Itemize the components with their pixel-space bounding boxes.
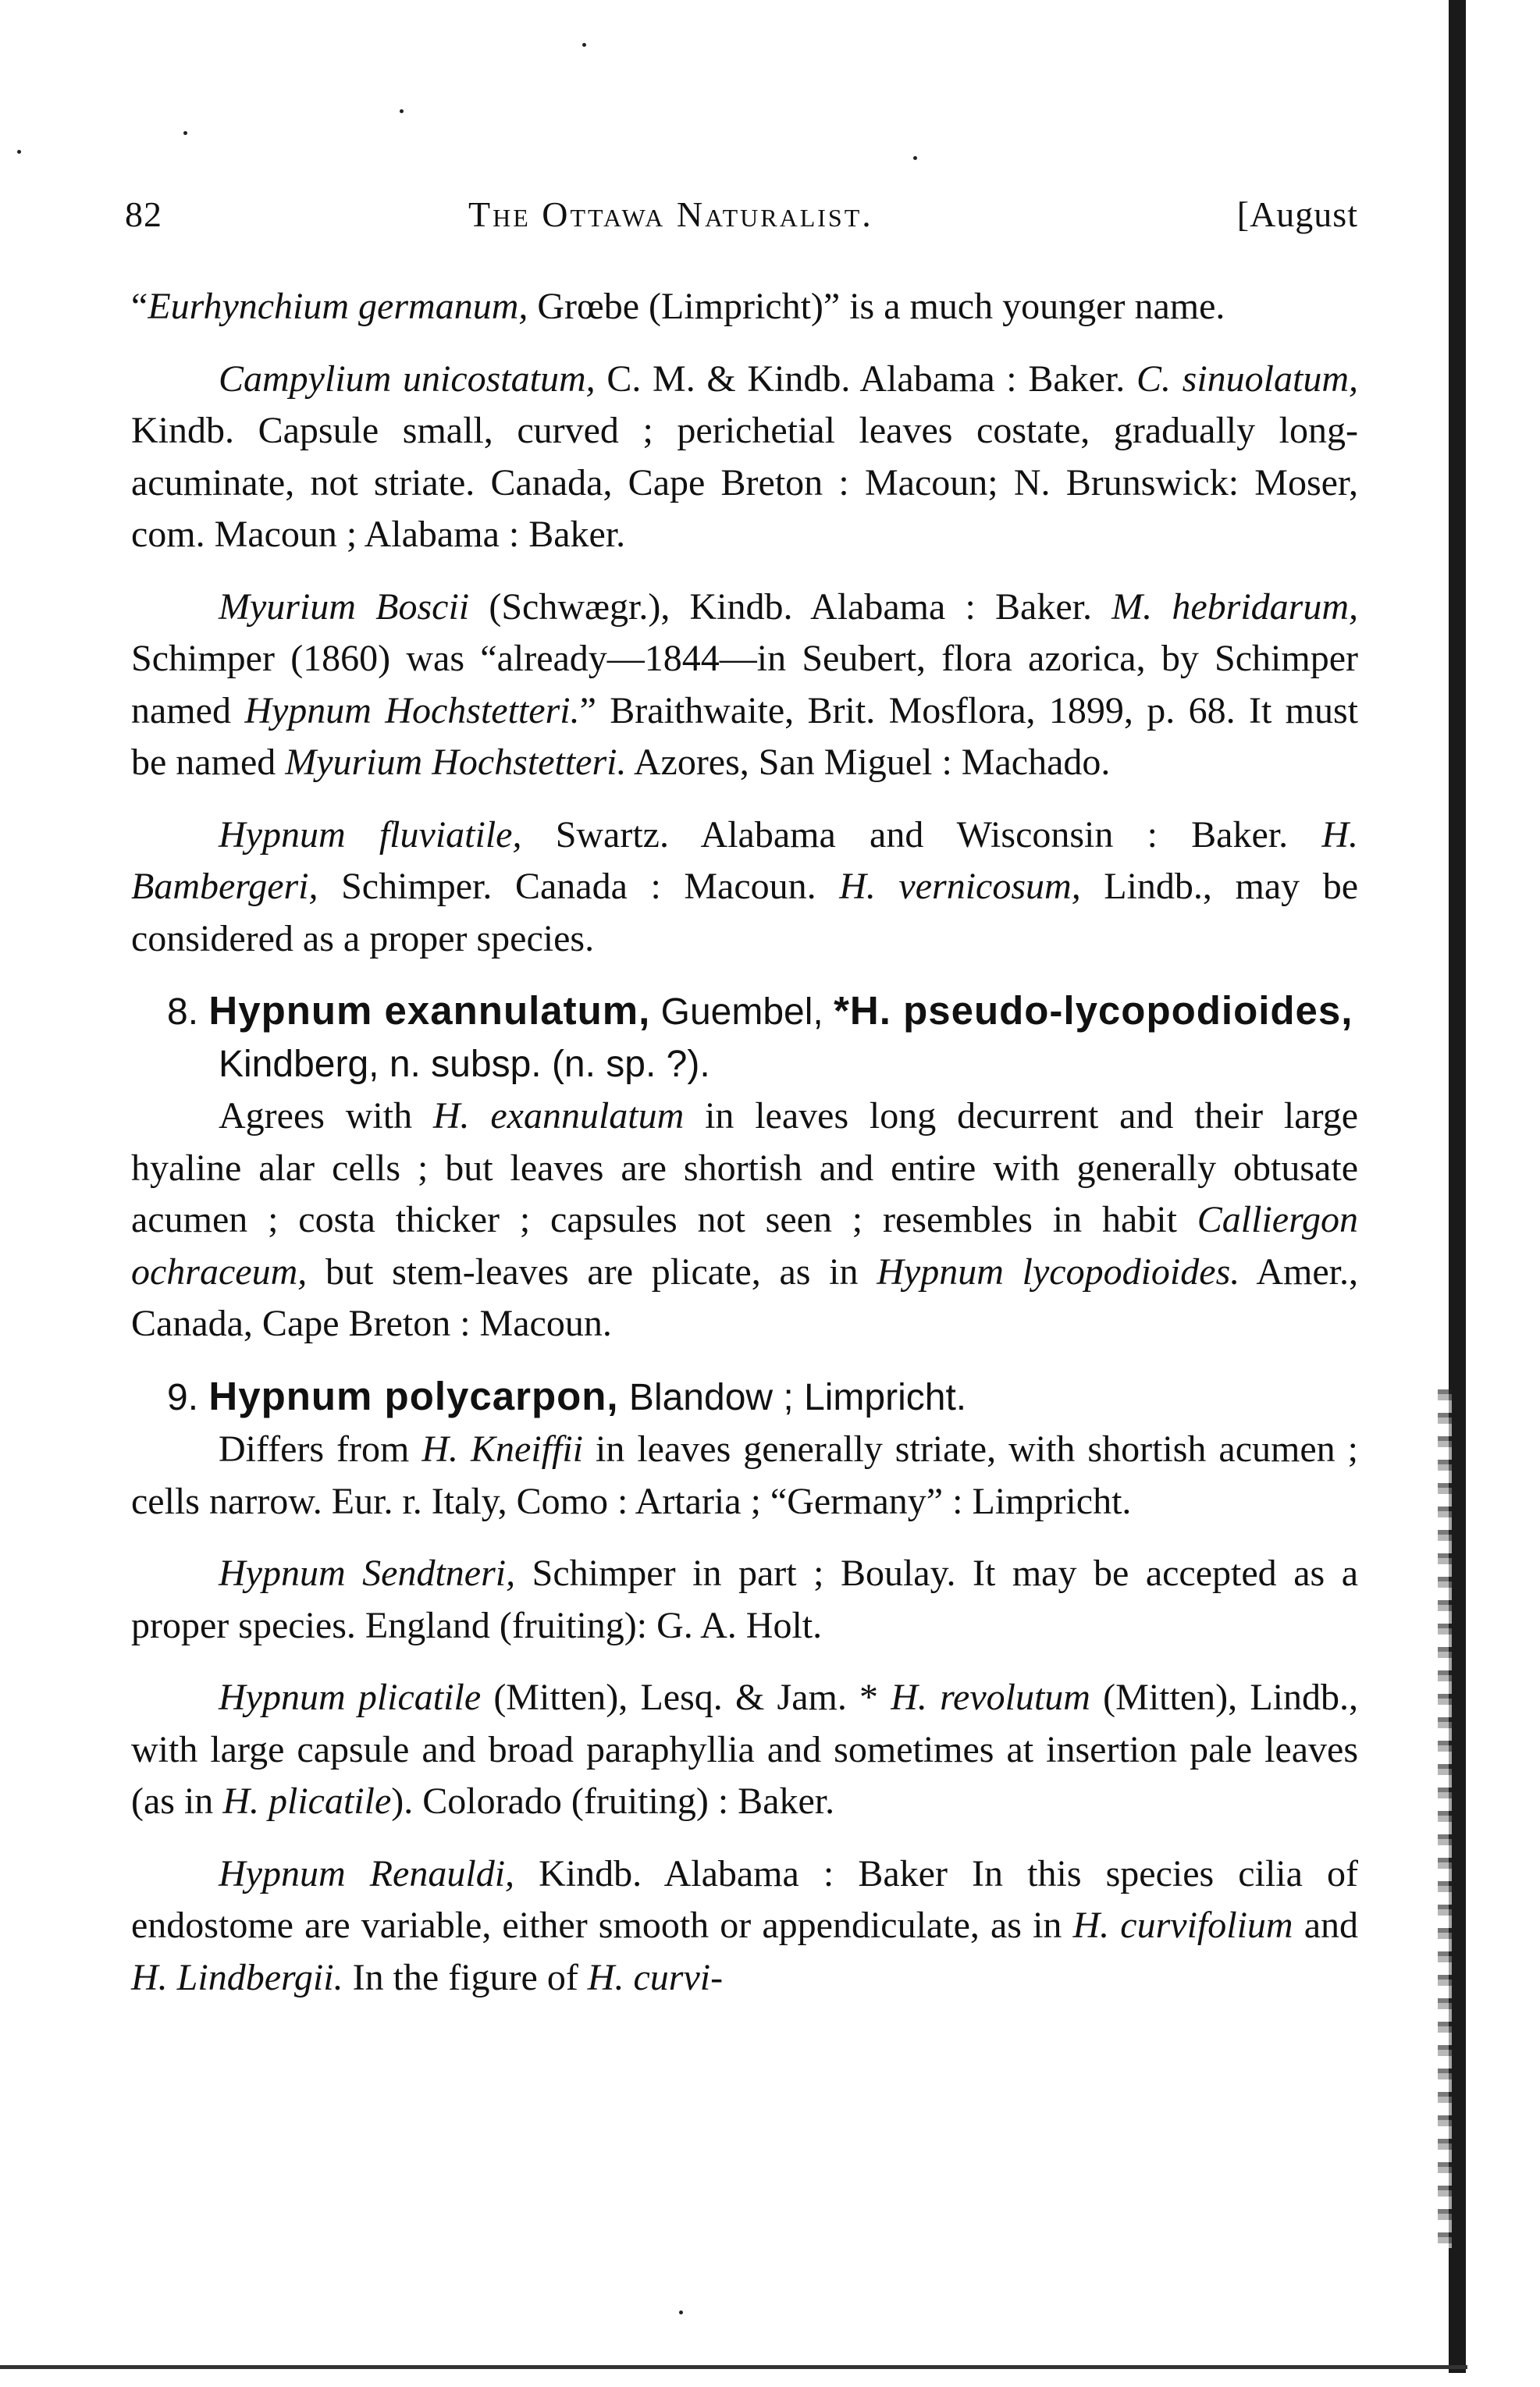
taxon-italic: H. plicatile bbox=[222, 1780, 392, 1822]
bottom-edge-rule bbox=[0, 2365, 1467, 2369]
text-run: Schimper (1860) was “already—1844—in Seubert, flora azorica, by Schimper named bbox=[131, 638, 1358, 731]
species-name-bold: *H. pseudo-lycopodioides, bbox=[834, 988, 1353, 1033]
text-run: Swartz. Alabama and Wisconsin : Baker. bbox=[521, 813, 1322, 856]
text-run: but stem-leaves are plicate, as in bbox=[307, 1250, 877, 1293]
scan-speck bbox=[17, 150, 21, 154]
taxon-italic: Calliergon ochraceum, bbox=[131, 1199, 1358, 1293]
text-run: In the figure of bbox=[343, 1956, 588, 1998]
species-name-bold: Hypnum exannulatum, bbox=[208, 988, 651, 1033]
scan-speck bbox=[679, 2311, 683, 2314]
taxon-italic: Campylium unicostatum, bbox=[219, 358, 596, 400]
body-paragraph bbox=[131, 809, 1358, 966]
text-run: Azores, San Miguel : Machado. bbox=[626, 742, 1111, 783]
taxon-italic: Hypnum plicatile bbox=[219, 1677, 482, 1718]
scan-speck bbox=[913, 156, 917, 160]
body-paragraph bbox=[131, 1672, 1358, 1828]
text-run: Kindberg, n. subsp. (n. sp. ?). bbox=[219, 1043, 710, 1085]
continued-paragraph bbox=[131, 281, 1358, 333]
taxon-italic: Myurium Hochstetteri. bbox=[285, 742, 627, 783]
taxon-italic: H. exannulatum bbox=[432, 1095, 685, 1137]
text-run: Guembel, bbox=[650, 991, 834, 1033]
text-run: Schimper in part ; Boulay. It may be accepted as a proper species. England (fruiting): G. A. Holt. bbox=[131, 1553, 1358, 1646]
taxon-italic: Hypnum fluviatile, bbox=[219, 813, 522, 856]
scan-speck bbox=[400, 109, 404, 113]
scan-speck bbox=[582, 43, 586, 47]
taxon-italic: H. Kneiffii bbox=[421, 1428, 584, 1470]
taxon-italic: Hypnum lycopodioides. bbox=[877, 1250, 1240, 1293]
text-run: Schimper. Canada : Macoun. bbox=[318, 866, 840, 907]
text-run: ). Colorado (fruiting) : Baker. bbox=[391, 1780, 835, 1822]
body-paragraph bbox=[131, 582, 1358, 789]
text-run: “ bbox=[131, 286, 148, 327]
body-paragraph bbox=[131, 354, 1358, 561]
text-run: 8. bbox=[167, 991, 209, 1033]
text-run: Differs from bbox=[219, 1428, 422, 1470]
text-run: and bbox=[1293, 1905, 1359, 1946]
text-run: in leaves long decurrent and their large hyaline alar cells ; but leaves are shortish and entire with generally obtusate acumen ; costa thicker ; capsules not seen ; resembles in habit bbox=[131, 1095, 1358, 1240]
text-run: 9. bbox=[167, 1376, 209, 1418]
taxon-italic: C. sinuolatum, bbox=[1136, 358, 1358, 400]
text-run: (Mitten), Lindb., with large capsule and broad paraphyllia and sometimes at insertion pale leaves (as in bbox=[131, 1677, 1359, 1822]
body-paragraph bbox=[131, 1848, 1358, 2005]
text-run: Amer., Canada, Cape Breton : Macoun. bbox=[131, 1250, 1358, 1344]
text-run: in leaves generally striate, with shortish acumen ; cells narrow. Eur. r. Italy, Como : Artaria ; “Germany” : Limpricht. bbox=[131, 1428, 1358, 1522]
section-heading bbox=[131, 1371, 1358, 1425]
running-header bbox=[125, 194, 1358, 248]
taxon-italic: Hypnum Renauldi, bbox=[219, 1852, 515, 1894]
species-name-bold: Hypnum polycarpon, bbox=[208, 1373, 619, 1418]
issue-month: [August bbox=[1236, 194, 1358, 234]
body-paragraph bbox=[131, 1424, 1358, 1528]
scan-speck bbox=[183, 131, 187, 135]
taxon-italic: Hypnum Sendtneri, bbox=[219, 1553, 516, 1594]
text-run: (Mitten), Lesq. & Jam. * bbox=[481, 1677, 891, 1718]
text-run: Kindb. Alabama : Baker In this species cilia of endostome are variable, either smooth or appendiculate, as in bbox=[131, 1852, 1358, 1946]
binding-shadow bbox=[1438, 1389, 1452, 2248]
text-run: Lindb., may be considered as a proper species. bbox=[131, 866, 1358, 959]
text-run: ” Braithwaite, Brit. Mosflora, 1899, p. 68. It must be named bbox=[131, 689, 1358, 783]
section-heading bbox=[131, 985, 1358, 1090]
text-run: Grœbe (Limpricht)” is a much younger name. bbox=[528, 286, 1225, 327]
body-text bbox=[131, 281, 1358, 2004]
taxon-italic: Hypnum Hochstetteri. bbox=[244, 689, 580, 731]
journal-title: The Ottawa Naturalist. bbox=[468, 194, 873, 234]
taxon-italic: Myurium Boscii bbox=[219, 585, 470, 628]
taxon-italic: H. curvi- bbox=[587, 1956, 724, 1998]
taxon-italic: H. Lindbergii. bbox=[131, 1956, 343, 1998]
text-run: (Schwægr.), Kindb. Alabama : Baker. bbox=[469, 585, 1112, 628]
body-paragraph bbox=[131, 1548, 1358, 1652]
text-run: C. M. & Kindb. Alabama : Baker. bbox=[595, 358, 1136, 400]
text-run: Blandow ; Limpricht. bbox=[618, 1376, 967, 1418]
taxon-italic: Eurhynchium germanum, bbox=[148, 286, 528, 327]
taxon-italic: H. vernicosum, bbox=[839, 866, 1081, 907]
taxon-italic: H. curvifolium bbox=[1072, 1905, 1293, 1946]
taxon-italic: M. hebridarum, bbox=[1111, 585, 1358, 628]
taxon-italic: H. Bambergeri, bbox=[131, 813, 1359, 907]
text-run: Kindb. Capsule small, curved ; perichetial leaves costate, gradually long-acuminate, not striate. Canada, Cape Breton : Macoun; N. Brunswick: Moser, com. Macoun ; Alabama : Baker. bbox=[131, 410, 1358, 555]
text-run: Agrees with bbox=[219, 1095, 433, 1137]
page-number: 82 bbox=[125, 194, 162, 234]
taxon-italic: H. revolutum bbox=[891, 1677, 1090, 1718]
body-paragraph bbox=[131, 1090, 1358, 1350]
